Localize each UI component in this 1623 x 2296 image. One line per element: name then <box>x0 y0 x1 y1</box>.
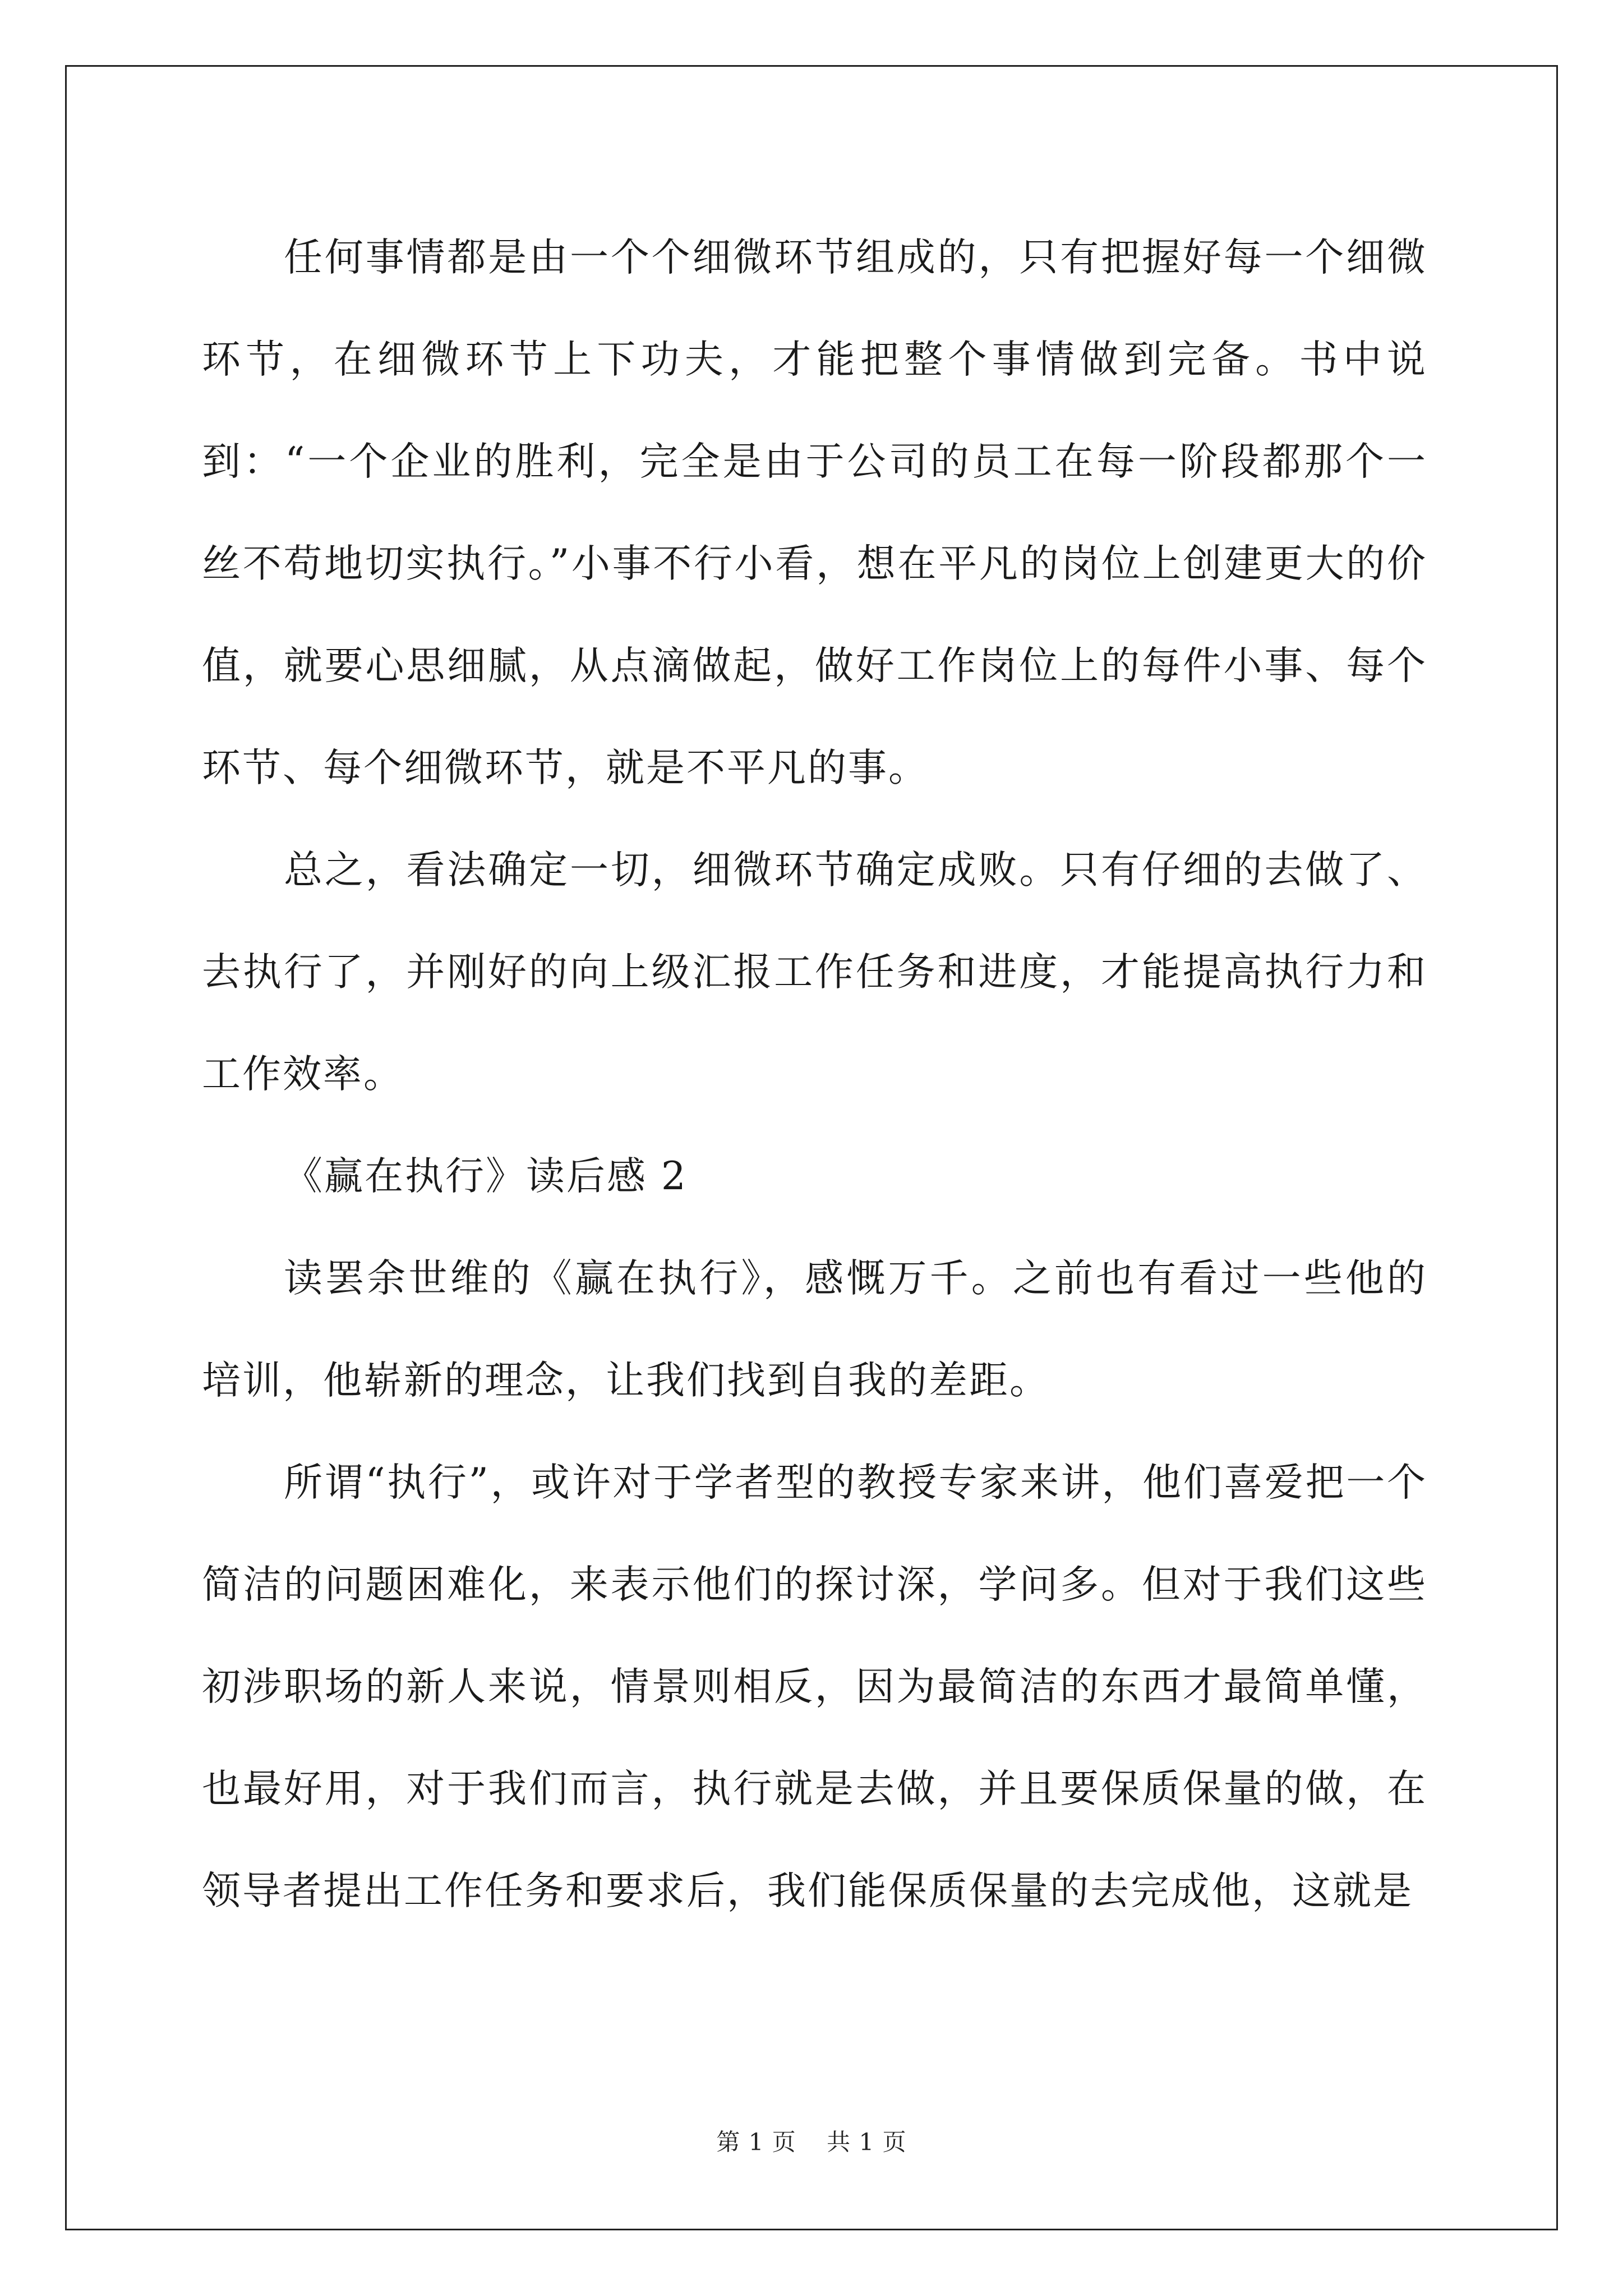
paragraph-execution: 所谓“执行”，或许对于学者型的教授专家来讲，他们喜爱把一个简洁的问题困难化，来表示他们的探讨深，学问多。但对于我们这些初涉职场的新人来说，情景则相反，因为最简洁的东西才最简单懂，也最好用，对于我们而言，执行就是去做，并且要保质保量的做，在领导者提出工作任务和要求后，我们能保质保量的去完成他，这就是 <box>202 1460 1427 1913</box>
section-heading: 《赢在执行》读后感 2 <box>284 1154 688 1199</box>
page-total: 共 1 页 <box>827 2128 907 2156</box>
paragraph-conclusion: 总之，看法确定一切，细微环节确定成败。只有仔细的去做了、去执行了，并刚好的向上级汇报工作任务和进度，才能提高执行力和工作效率。 <box>202 848 1427 1097</box>
paragraph-intro: 读罢余世维的《赢在执行》，感慨万千。之前也有看过一些他的培训，他崭新的理念，让我们找到自我的差距。 <box>202 1256 1427 1403</box>
document-body <box>202 206 1427 1942</box>
page-footer <box>0 2128 1623 2156</box>
page-number: 第 1 页 <box>716 2128 796 2156</box>
paragraph-details: 任何事情都是由一个个细微环节组成的，只有把握好每一个细微环节，在细微环节上下功夫，才能把整个事情做到完备。书中说到：“一个企业的胜利，完全是由于公司的员工在每一阶段都那个一丝不苟地切实执行。”小事不行小看，想在平凡的岗位上创建更大的价值，就要心思细腻，从点滴做起，做好工作岗位上的每件小事、每个环节、每个细微环节，就是不平凡的事。 <box>202 235 1427 790</box>
